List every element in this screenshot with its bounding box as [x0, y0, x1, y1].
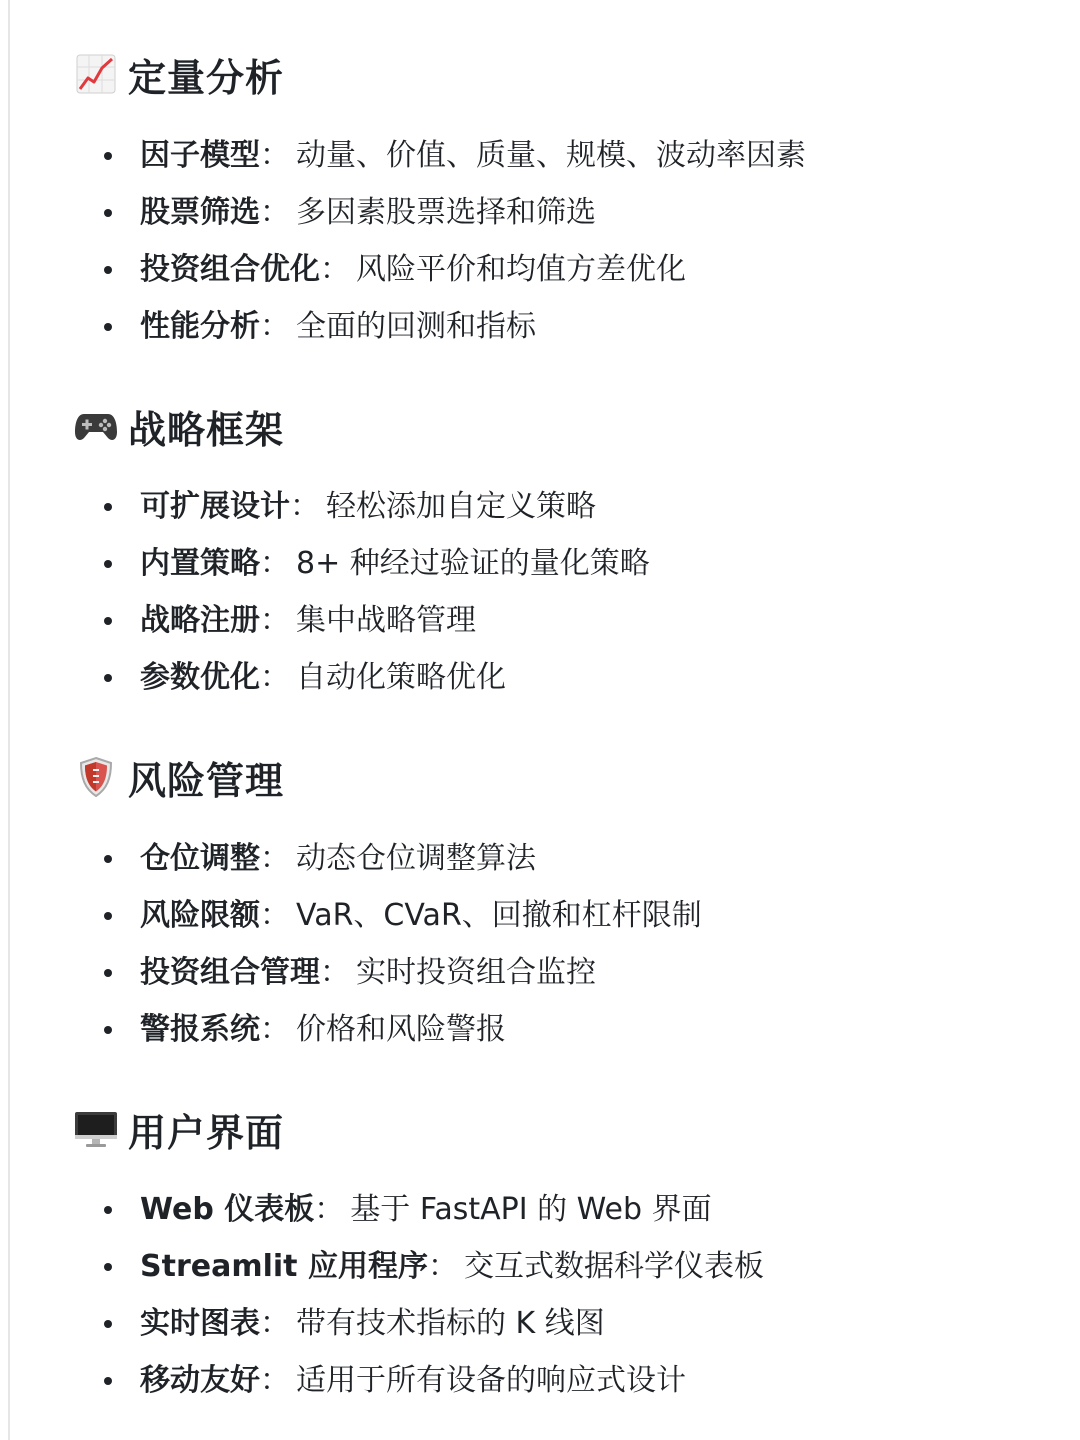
list-item [104, 305, 536, 349]
item-description: 自动化策略优化 [296, 660, 506, 695]
item-separator: ： [314, 1192, 345, 1227]
item-description: 多因素股票选择和筛选 [296, 195, 596, 230]
bullet [104, 674, 112, 682]
item-label: 仓位调整 [140, 841, 260, 876]
item-separator: ： [260, 138, 290, 173]
item-description: VaR、CVaR、回撤和杠杆限制 [296, 898, 702, 933]
list-item [104, 1245, 764, 1289]
item-description: 交互式数据科学仪表板 [463, 1249, 764, 1284]
item-separator: ： [320, 955, 350, 990]
item-description: 动量、价值、质量、规模、波动率因素 [296, 138, 806, 173]
list-item [104, 599, 476, 643]
bullet [104, 1320, 112, 1328]
item-separator: ： [260, 1306, 290, 1341]
bullet [104, 152, 112, 160]
item-separator: ： [260, 898, 290, 933]
list-item [104, 1359, 686, 1403]
item-separator: ： [260, 546, 290, 581]
bullet [104, 209, 112, 217]
bullet [104, 1263, 112, 1271]
item-label: 战略注册 [140, 603, 260, 638]
bullet [104, 503, 112, 511]
list-item [104, 248, 686, 292]
list-item [104, 1302, 605, 1346]
item-separator: ： [260, 195, 290, 230]
item-description: 集中战略管理 [296, 603, 476, 638]
bullet [104, 969, 112, 977]
item-description: 轻松添加自定义策略 [326, 489, 596, 524]
section-heading [74, 48, 284, 100]
item-label: 内置策略 [140, 546, 260, 581]
section-heading [74, 400, 284, 452]
list-item [104, 837, 536, 881]
bullet [104, 617, 112, 625]
list-item [104, 656, 506, 700]
item-separator: ： [260, 841, 290, 876]
item-description: 基于 FastAPI 的 Web 界面 [350, 1192, 712, 1227]
item-description: 价格和风险警报 [296, 1012, 506, 1047]
item-description: 风险平价和均值方差优化 [356, 252, 686, 287]
item-separator: ： [427, 1249, 458, 1284]
item-separator: ： [320, 252, 350, 287]
item-label: 警报系统 [140, 1012, 260, 1047]
item-label: 可扩展设计 [140, 489, 290, 524]
item-description: 动态仓位调整算法 [296, 841, 536, 876]
item-separator: ： [260, 660, 290, 695]
item-description: 8+ 种经过验证的量化策略 [296, 546, 650, 581]
list-item [104, 191, 596, 235]
section-heading [74, 1103, 284, 1155]
bullet [104, 1206, 112, 1214]
list-item [104, 134, 806, 178]
list-item [104, 951, 596, 995]
bullet [104, 1377, 112, 1385]
item-label: Streamlit 应用程序 [140, 1249, 428, 1284]
bullet [104, 323, 112, 331]
item-separator: ： [290, 489, 320, 524]
section-title: 风险管理 [128, 758, 285, 803]
section-title: 用户界面 [128, 1110, 285, 1155]
bullet [104, 560, 112, 568]
shield-icon [74, 755, 118, 799]
item-label: 股票筛选 [140, 195, 260, 230]
item-separator: ： [260, 1012, 290, 1047]
section-title: 战略框架 [128, 407, 285, 452]
item-description: 全面的回测和指标 [296, 309, 536, 344]
item-description: 适用于所有设备的响应式设计 [296, 1363, 686, 1398]
item-separator: ： [260, 309, 290, 344]
bullet [104, 912, 112, 920]
item-label: 移动友好 [140, 1363, 260, 1398]
desktop-computer-icon [74, 1107, 118, 1151]
item-label: 风险限额 [140, 898, 260, 933]
bullet [104, 855, 112, 863]
item-label: 因子模型 [140, 138, 260, 173]
list-item [104, 1188, 712, 1232]
item-label: 性能分析 [140, 309, 260, 344]
item-description: 带有技术指标的 K 线图 [296, 1306, 605, 1341]
item-label: 投资组合优化 [140, 252, 320, 287]
game-controller-icon [74, 404, 118, 448]
section-heading [74, 751, 284, 803]
section-title: 定量分析 [128, 55, 285, 100]
item-separator: ： [260, 603, 290, 638]
list-item [104, 485, 596, 529]
item-separator: ： [260, 1363, 290, 1398]
list-item [104, 542, 650, 586]
bullet [104, 1026, 112, 1034]
chart-increasing-icon [74, 52, 118, 96]
left-border [8, 0, 10, 1440]
item-description: 实时投资组合监控 [356, 955, 596, 990]
item-label: 投资组合管理 [140, 955, 320, 990]
list-item [104, 894, 702, 938]
item-label: 实时图表 [140, 1306, 260, 1341]
list-item [104, 1008, 506, 1052]
item-label: 参数优化 [140, 660, 260, 695]
bullet [104, 266, 112, 274]
item-label: Web 仪表板 [140, 1192, 315, 1227]
